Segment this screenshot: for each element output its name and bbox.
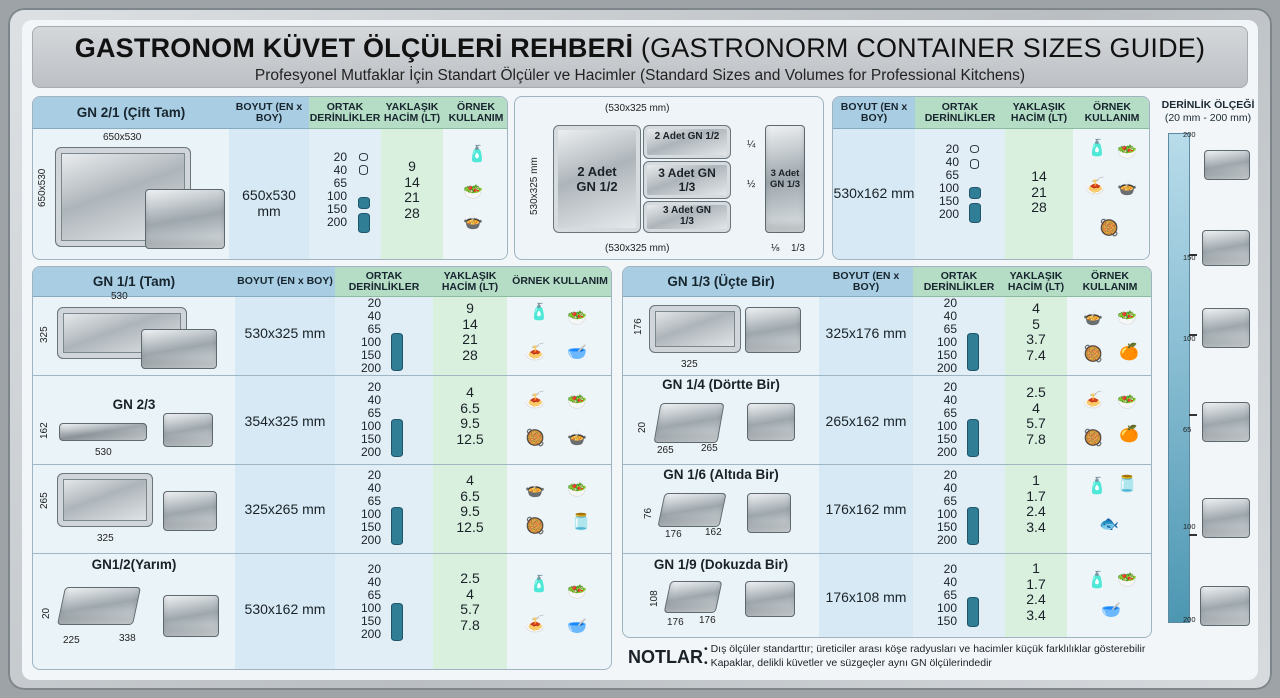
depth-icon (358, 213, 370, 233)
salad-bowl-icon: 🥗 (1117, 394, 1137, 411)
gn21-depths: 20 40 65 100 150 200 (326, 150, 347, 229)
gn12-top-volumes: 14 21 28 (1031, 168, 1047, 215)
gn11-title: GN 1/1 (Tam) (33, 267, 235, 297)
scale-range: (20 mm - 200 mm) (1164, 112, 1252, 124)
gn12-depths: 20 40 65 100 150 200 (360, 562, 381, 641)
header-use: ÖRNEK KULLANIM (507, 267, 612, 297)
gn16-size: 176x162 mm (825, 501, 907, 517)
pasta-plate-icon: 🍝 (525, 616, 545, 633)
roast-dish-icon: 🥘 (1083, 346, 1103, 363)
soup-bowl-icon: 🥣 (567, 344, 587, 361)
gn11-depths: 20 40 65 100 150 200 (360, 296, 381, 375)
gn12-pan-image-2 (163, 595, 219, 637)
page-subtitle: Profesyonel Mutfaklar İçin Standart Ölçüler ve Hacimler (Standard Sizes and Volumes for Professional Kitchens) (254, 67, 1026, 84)
gn12-top-depths: 20 40 65 100 150 200 (938, 142, 959, 221)
notes-section (624, 640, 1204, 676)
jar-icon: 🫙 (1117, 476, 1137, 493)
soup-bowl-icon: 🍲 (1083, 310, 1103, 327)
gn21-top-dim: 650x530 (103, 132, 142, 143)
gn23-pan-image-2 (163, 413, 213, 447)
gn19-title: GN 1/9 (Dokuzda Bir) (653, 557, 789, 572)
scale-pan-image (1204, 150, 1250, 180)
gn21-side-dim: 650x530 (37, 168, 48, 207)
salad-bowl-icon: 🥗 (1117, 572, 1137, 589)
header-volume: YAKLAŞIK HACİM (LT) (1005, 97, 1073, 129)
gn21-title: GN 2/1 (Çift Tam) (33, 97, 229, 129)
row3-volumes: 4 6.5 9.5 12.5 (456, 472, 484, 535)
salad-bowl-icon: 🥗 (1117, 144, 1137, 161)
soup-bowl-icon: 🥣 (567, 618, 587, 635)
ketchup-bottle-icon: 🧴 (1087, 478, 1107, 495)
gn-row3-pan-image (57, 473, 153, 527)
gn23-pan-image (59, 423, 147, 441)
header-volume: YAKLAŞIK HACİM (LT) (433, 267, 507, 297)
note-item: • Dış ölçüler standarttır; üreticiler arası köşe radyusları ve hacimler küçük farklılıklar gösterebilir (704, 643, 1146, 655)
gn19-pan-image-2 (745, 581, 795, 617)
header-depths: ORTAK DERİNLİKLER (913, 267, 1005, 297)
scale-pan-image (1202, 230, 1250, 266)
fruit-icon: 🍊 (1119, 426, 1139, 443)
depth-icon (391, 507, 403, 545)
diagram-third-pan: 3 Adet GN 1/3 (643, 161, 731, 199)
row3-depths: 20 40 65 100 150 200 (360, 468, 381, 547)
gn13-volumes: 4 5 3.7 7.4 (1026, 300, 1046, 363)
pasta-plate-icon: 🍝 (1085, 178, 1105, 195)
gn23-title: GN 2/3 (112, 397, 156, 412)
depth-icon (967, 507, 979, 545)
soup-bowl-icon: 🍲 (1117, 180, 1137, 197)
soup-bowl-icon: 🥣 (1101, 602, 1121, 619)
gn14-pan-image (653, 403, 724, 443)
diagram-small-pan: 3 Adet GN 1/3 (643, 201, 731, 233)
gn16-depths: 20 40 65 100 150 200 (936, 468, 957, 547)
diagram-side-label: 530x325 mm (529, 157, 540, 215)
header-size: BOYUT (EN x BOY) (229, 97, 309, 129)
scale-pan-image (1200, 586, 1250, 626)
gn19-size: 176x108 mm (825, 589, 907, 605)
title-bar (32, 26, 1248, 88)
gn19-depths: 20 40 65 100 150 (936, 562, 957, 628)
scale-pan-image (1202, 308, 1250, 348)
depth-icon (391, 333, 403, 371)
gn13-size: 325x176 mm (825, 325, 907, 341)
scale-label: 100 (1183, 334, 1196, 343)
gn23-depths: 20 40 65 100 150 200 (360, 380, 381, 459)
notes-title: NOTLAR (628, 647, 703, 667)
soup-bowl-icon: 🍲 (463, 214, 483, 231)
header-volume: YAKLAŞIK HACİM (LT) (381, 97, 443, 129)
gn12-volumes: 2.5 4 5.7 7.8 (460, 570, 480, 633)
gn21-volumes: 9 14 21 28 (404, 158, 420, 221)
depth-icon (970, 159, 979, 169)
ketchup-bottle-icon: 🧴 (529, 576, 549, 593)
ketchup-bottle-icon: 🧴 (467, 146, 487, 163)
header-size: BOYUT (EN x BOY) (833, 97, 915, 129)
gn-row3-pan-image-2 (163, 491, 217, 531)
gn21-panel (32, 96, 508, 260)
diagram-top-label: (530x325 mm) (605, 103, 670, 114)
gn12-pan-image (57, 587, 141, 625)
scale-pan-image (1202, 402, 1250, 442)
gn19-pan-image (664, 581, 723, 613)
gn14-volumes: 2.5 4 5.7 7.8 (1026, 384, 1046, 447)
depth-scale-ruler (1168, 133, 1190, 623)
pasta-plate-icon: 🍝 (525, 344, 545, 361)
salad-bowl-icon: 🥗 (567, 584, 587, 601)
roast-dish-icon: 🥘 (525, 430, 545, 447)
header-depths: ORTAK DERİNLİKLER (309, 97, 381, 129)
scale-pan-image (1202, 498, 1250, 538)
pasta-plate-icon: 🍝 (1083, 392, 1103, 409)
depth-icon (391, 603, 403, 641)
fruit-icon: 🍊 (1119, 344, 1139, 361)
salad-bowl-icon: 🥗 (567, 394, 587, 411)
gn16-pan-image-2 (747, 493, 791, 533)
gn13-pan-image-2 (745, 307, 801, 353)
gn11-size: 530x325 mm (244, 325, 326, 341)
scale-title: DERİNLİK ÖLÇEĞİ (1161, 99, 1255, 111)
header-depths: ORTAK DERİNLİKLER (915, 97, 1005, 129)
header-use: ÖRNEK KULLANIM (1073, 97, 1150, 129)
depth-icon (358, 197, 370, 209)
gn12-top-size: 530x162 mm (833, 185, 915, 201)
header-size: BOYUT (EN x BOY) (819, 267, 913, 297)
ketchup-bottle-icon: 🧴 (1087, 140, 1107, 157)
depth-icon (391, 419, 403, 457)
depth-icon (359, 165, 368, 175)
salad-bowl-icon: 🥗 (567, 310, 587, 327)
depth-icon (969, 203, 981, 223)
roast-dish-icon: 🥘 (1083, 430, 1103, 447)
fraction-quarter: ¼ (747, 139, 756, 150)
scale-label: 200 (1183, 615, 1196, 624)
gn12-size: 530x162 mm (244, 601, 326, 617)
page-title: GASTRONOM KÜVET ÖLÇÜLERİ REHBERİ (GASTRONORM CONTAINER SIZES GUIDE) (74, 33, 1206, 63)
header-use: ÖRNEK KULLANIM (1067, 267, 1152, 297)
gn21-size: 650x530 mm (242, 187, 296, 219)
fish-icon: 🐟 (1099, 516, 1119, 533)
diagram-half-pan: 2 Adet GN 1/2 (553, 125, 641, 233)
gn13-depths: 20 40 65 100 150 200 (936, 296, 957, 375)
gn13-title: GN 1/3 (Üçte Bir) (623, 267, 819, 297)
ketchup-bottle-icon: 🧴 (529, 304, 549, 321)
pasta-plate-icon: 🍝 (525, 392, 545, 409)
gn21-pan-image-2 (145, 189, 225, 249)
roast-dish-icon: 🥘 (525, 518, 545, 535)
gn14-depths: 20 40 65 100 150 200 (936, 380, 957, 459)
scale-label: 65 (1183, 425, 1192, 434)
depth-icon (967, 597, 979, 627)
gn14-title: GN 1/4 (Dörtte Bir) (662, 377, 780, 392)
header-volume: YAKLAŞIK HACİM (LT) (1005, 267, 1067, 297)
scale-label: 150 (1183, 253, 1196, 262)
diagram-bottom-label: (530x325 mm) (605, 243, 670, 254)
fraction-half: ½ (747, 179, 756, 190)
scale-label: 200 (1183, 130, 1196, 139)
gn11-pan-image-2 (141, 329, 217, 369)
layout-diagram-panel (514, 96, 824, 260)
depth-icon (969, 187, 981, 199)
depth-icon (359, 153, 368, 161)
gn16-volumes: 1 1.7 2.4 3.4 (1026, 472, 1046, 535)
left-sizes-panel: GN 1/1 (Tam) BOYUT (EN x BOY) ORTAK DERİNLİKLER YAKLAŞIK HACİM (LT) ÖRNEK KULLANIM 530 325 530x325 mm 20 40 65 100 150 200 9 14 21 28 🧴 🥗 🍝 🥣 GN 2/3 162 530 354x325 mm 20 40 65 100 150 200 4 6.5 9.5 12.5 🍝 🥗 🥘 🍲 265 325 325x265 mm 20 40 65 100 150 200 4 6.5 9.5 12.5 🍲 🥗 🥘 🫙 GN1/2(Yarım) 20 225 338 530x162 mm 20 40 65 100 150 200 2.5 4 5.7 7.8 🧴 🥗 🍝 🥣 (32, 266, 612, 670)
ketchup-bottle-icon: 🧴 (1087, 572, 1107, 589)
gn12-top-panel (832, 96, 1150, 260)
gn16-pan-image (657, 493, 726, 527)
gn12-title: GN1/2(Yarım) (91, 557, 177, 572)
diagram-quarter-pan: 2 Adet GN 1/2 (643, 125, 731, 159)
header-use: ÖRNEK KULLANIM (443, 97, 508, 129)
header-depths: ORTAK DERİNLİKLER (335, 267, 433, 297)
gn14-size: 265x162 mm (825, 413, 907, 429)
gn19-volumes: 1 1.7 2.4 3.4 (1026, 560, 1046, 623)
jar-icon: 🫙 (571, 514, 591, 531)
gn23-size: 354x325 mm (244, 413, 326, 429)
soup-bowl-icon: 🍲 (525, 482, 545, 499)
gn11-volumes: 9 14 21 28 (462, 300, 478, 363)
salad-bowl-icon: 🥗 (463, 184, 483, 201)
salad-bowl-icon: 🥗 (1117, 310, 1137, 327)
soup-bowl-icon: 🍲 (567, 430, 587, 447)
scale-label: 100 (1183, 522, 1196, 531)
fraction-third: 1/3 (791, 243, 805, 254)
gn13-pan-image (649, 305, 741, 353)
right-sizes-panel: GN 1/3 (Üçte Bir) BOYUT (EN x BOY) ORTAK DERİNLİKLER YAKLAŞIK HACİM (LT) ÖRNEK KULLANIM 176 325 325x176 mm 20 40 65 100 150 200 4 5 3.7 7.4 🍲 🥗 🥘 🍊 GN 1/4 (Dörtte Bir) 20 265 265 265x162 mm 20 40 65 100 150 200 2.5 4 5.7 7.8 🍝 🥗 🥘 🍊 GN 1/6 (Altıda Bir) 76 176 162 176x162 mm 20 40 65 100 150 200 1 1.7 2.4 3.4 🧴 🫙 🐟 GN 1/9 (Dokuzda Bir) 108 176 176 176x108 mm 20 40 65 100 150 1 1.7 2.4 3.4 🧴 🥗 🥣 (622, 266, 1152, 638)
depth-icon (967, 333, 979, 371)
depth-icon (970, 145, 979, 153)
gn14-pan-image-2 (747, 403, 795, 441)
roast-dish-icon: 🥘 (1099, 220, 1119, 237)
gn16-title: GN 1/6 (Altıda Bir) (663, 467, 779, 482)
row3-size: 325x265 mm (244, 501, 326, 517)
fraction-eighth: ⅛ (771, 243, 780, 254)
header-size: BOYUT (EN x BOY) (235, 267, 335, 297)
notes-list (704, 642, 1145, 670)
gn23-volumes: 4 6.5 9.5 12.5 (456, 384, 484, 447)
note-item: • Kapaklar, delikli küvetler ve süzgeçler aynı GN ölçülerindedir (704, 657, 992, 669)
salad-bowl-icon: 🥗 (567, 482, 587, 499)
diagram-side-pan: 3 Adet GN 1/3 (765, 125, 805, 233)
depth-icon (967, 419, 979, 457)
